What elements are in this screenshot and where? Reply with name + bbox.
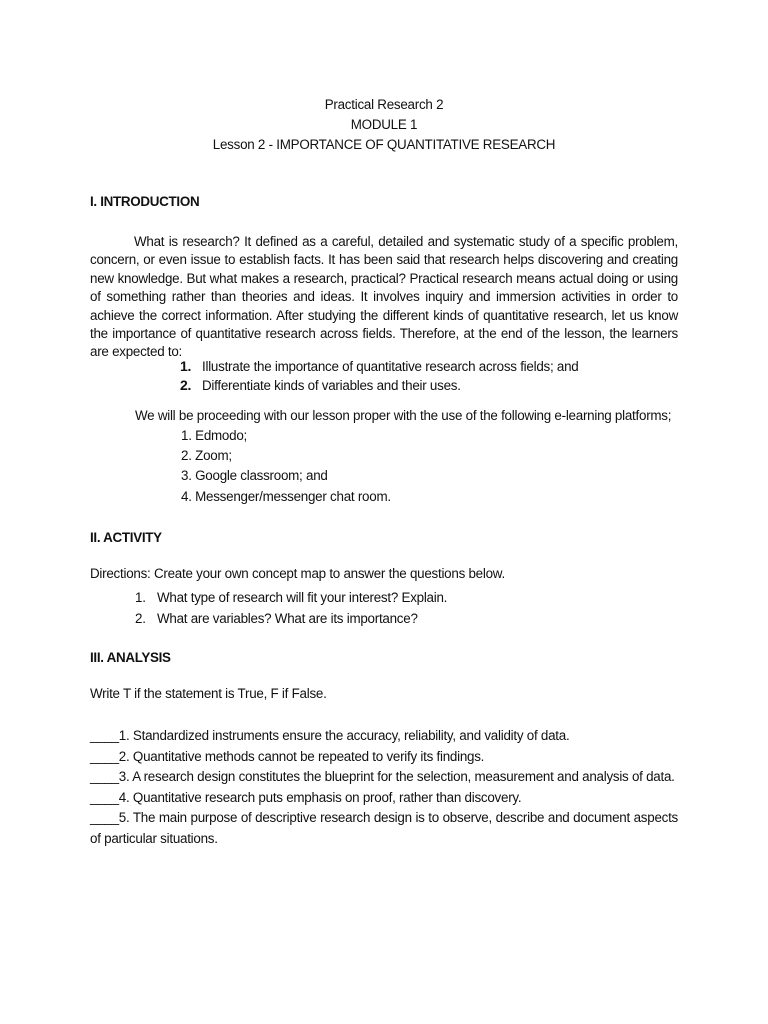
question-number: 1.	[135, 590, 146, 605]
document-header	[90, 95, 678, 155]
platform-item: 4. Messenger/messenger chat room.	[181, 489, 391, 504]
objective-text: Differentiate kinds of variables and their uses.	[202, 378, 461, 393]
question-number: 2.	[135, 611, 146, 626]
lesson-title: Lesson 2 - IMPORTANCE OF QUANTITATIVE RESEARCH	[212, 137, 556, 152]
objective-number: 1.	[180, 358, 192, 374]
activity-question	[135, 589, 447, 607]
true-false-item: ____4. Quantitative research puts emphasis on proof, rather than discovery.	[90, 790, 522, 805]
platform-item: 3. Google classroom; and	[181, 468, 328, 483]
analysis-instruction: Write T if the statement is True, F if False.	[90, 686, 327, 701]
introduction-paragraph	[90, 233, 678, 362]
activity-heading: II. ACTIVITY	[90, 530, 162, 545]
analysis-heading: III. ANALYSIS	[90, 650, 171, 665]
introduction-paragraph-text: What is research? It defined as a careful, detailed and systematic study of a specific problem, concern, or even issue to establish facts. It has been said that research helps discovering and creating new knowledge. But what makes a research, practical? Practical research means actual doing or using of something rather than theories and ideas. It involves inquiry and immersion activities in order to achieve the correct information. After studying the different kinds of quantitative research, let us know the importance of quantitative research across fields. Therefore, at the end of the lesson, the learners are expected to:	[90, 234, 678, 360]
platform-item: 2. Zoom;	[181, 448, 232, 463]
platforms-intro: We will be proceeding with our lesson proper with the use of the following e-learning platforms;	[135, 408, 672, 423]
course-title: Practical Research 2	[324, 97, 444, 112]
true-false-item: ____1. Standardized instruments ensure the accuracy, reliability, and validity of data.	[90, 728, 570, 743]
true-false-item: ____5. The main purpose of descriptive research design is to observe, describe and document aspects of particular situations.	[90, 810, 678, 846]
platform-item: 1. Edmodo;	[181, 428, 247, 443]
question-text: What are variables? What are its importance?	[157, 611, 418, 626]
true-false-item: ____2. Quantitative methods cannot be repeated to verify its findings.	[90, 749, 485, 764]
module-title: MODULE 1	[350, 117, 418, 132]
true-false-item: ____3. A research design constitutes the blueprint for the selection, measurement and analysis of data.	[90, 769, 675, 784]
activity-question	[135, 610, 418, 628]
introduction-heading: I. INTRODUCTION	[90, 194, 200, 209]
question-text: What type of research will fit your interest? Explain.	[157, 590, 448, 605]
objective-number: 2.	[180, 377, 192, 393]
objective-text: Illustrate the importance of quantitative research across fields; and	[202, 359, 579, 374]
objective-item	[180, 376, 461, 395]
activity-directions: Directions: Create your own concept map to answer the questions below.	[90, 566, 505, 581]
objective-item	[180, 357, 579, 376]
